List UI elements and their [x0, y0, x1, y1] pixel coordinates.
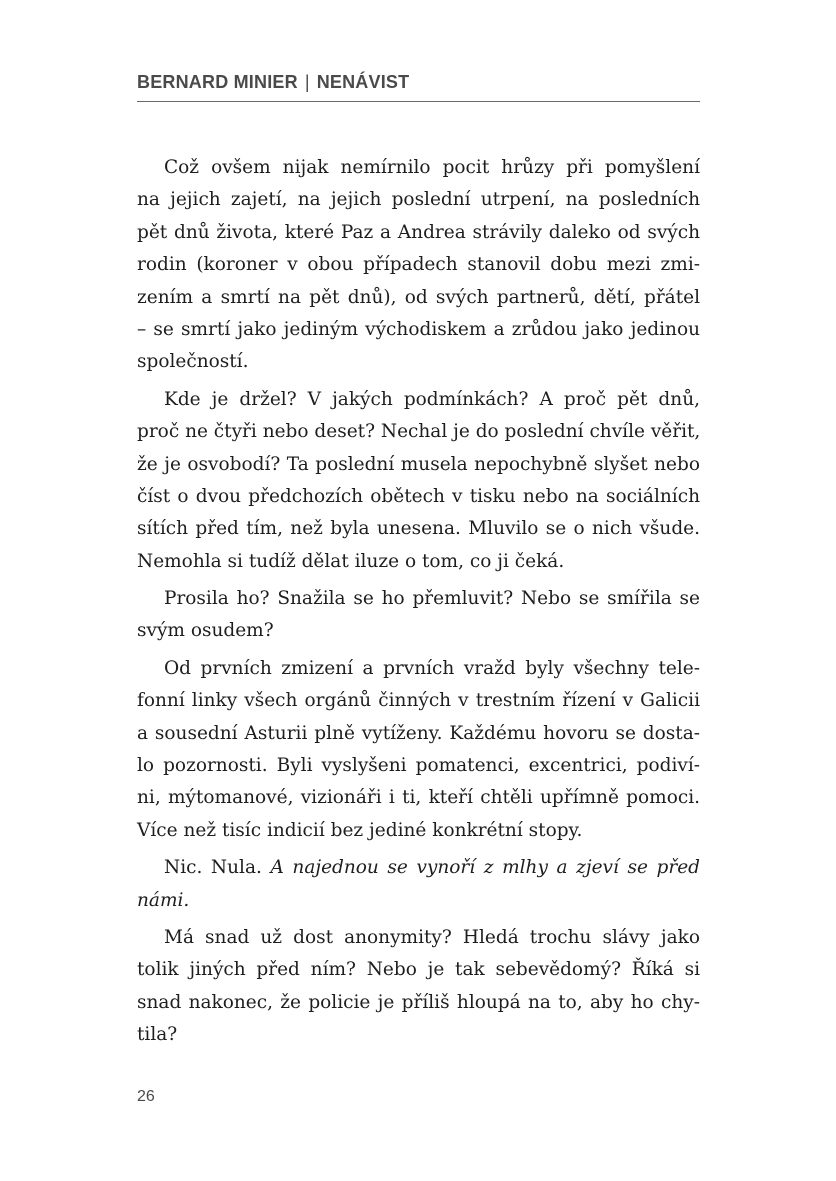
text-line: a sousední Asturii plně vytíženy. Každému hovoru se dosta- — [137, 722, 700, 744]
running-head — [137, 68, 700, 102]
text-line: tila? — [137, 1024, 178, 1046]
text-line: Více než tisíc indicií bez jediné konkrétní stopy. — [137, 819, 583, 841]
text-line: proč ne čtyři nebo deset? Nechal je do poslední chvíle věřit, — [137, 421, 701, 443]
text-line: snad nakonec, že policie je příliš hloupá na to, aby ho chy- — [137, 991, 700, 1013]
text-line: že je osvobodí? Ta poslední musela nepochybně slyšet nebo — [137, 453, 700, 475]
text-line: zením a smrtí na pět dnů), od svých partnerů, dětí, přátel — [137, 286, 700, 308]
text-line: číst o dvou předchozích obětech v tisku nebo na sociálních — [137, 485, 700, 507]
paragraph — [137, 922, 700, 1052]
author-name: BERNARD MINIER — [137, 72, 298, 92]
text-line: Nemohla si tudíž dělat iluze o tom, co ji čeká. — [137, 550, 565, 572]
text-line: Má snad už dost anonymity? Hledá trochu slávy jako — [164, 926, 700, 948]
book-title: NENÁVIST — [316, 72, 410, 92]
text-line: pět dnů života, které Paz a Andrea strávily daleko od svých — [137, 221, 700, 243]
text-line: lo pozornosti. Byli vyslyšeni pomatenci, excentrici, podiví- — [137, 755, 700, 777]
header-separator: | — [304, 72, 310, 92]
paragraph — [137, 384, 700, 578]
text-line: sítích před tím, než byla unesena. Mluvilo se o nich všude. — [137, 518, 700, 540]
lead-text: Nic. Nula. — [164, 857, 271, 879]
paragraph — [137, 583, 700, 648]
text-line: Od prvních zmizení a prvních vražd byly všechny tele- — [164, 657, 700, 679]
paragraph — [137, 852, 700, 917]
text-line: fonní linky všech orgánů činných v trestním řízení v Galicii — [137, 690, 700, 712]
text-line: Kde je držel? V jakých podmínkách? A proč pět dnů, — [164, 388, 700, 410]
text-line: Prosila ho? Snažila se ho přemluvit? Nebo se smířila se — [164, 588, 700, 610]
text-line — [137, 885, 700, 917]
text-line — [137, 852, 700, 884]
text-line: rodin (koroner v obou případech stanovil dobu mezi zmi- — [137, 254, 700, 276]
body-text — [137, 152, 700, 1052]
paragraph — [137, 152, 700, 379]
page-number: 26 — [137, 1088, 155, 1105]
text-line: Což ovšem nijak nemírnilo pocit hrůzy při pomyšlení — [164, 157, 700, 178]
text-line: – se smrtí jako jediným východiskem a zrůdou jako jedinou — [137, 318, 700, 340]
italic-text: A najednou se vynoří z mlhy a zjeví se před — [270, 857, 700, 879]
text-line: tolik jiných před ním? Nebo je tak sebevědomý? Říká si — [137, 959, 700, 981]
text-line: společností. — [137, 351, 249, 373]
paragraph — [137, 653, 700, 847]
italic-text: námi. — [137, 889, 190, 911]
text-line: svým osudem? — [137, 620, 274, 642]
text-line: ni, mýtomanové, vizionáři i ti, kteří chtěli upřímně pomoci. — [137, 787, 700, 809]
text-line: na jejich zajetí, na jejich poslední utrpení, na posledních — [137, 189, 700, 211]
